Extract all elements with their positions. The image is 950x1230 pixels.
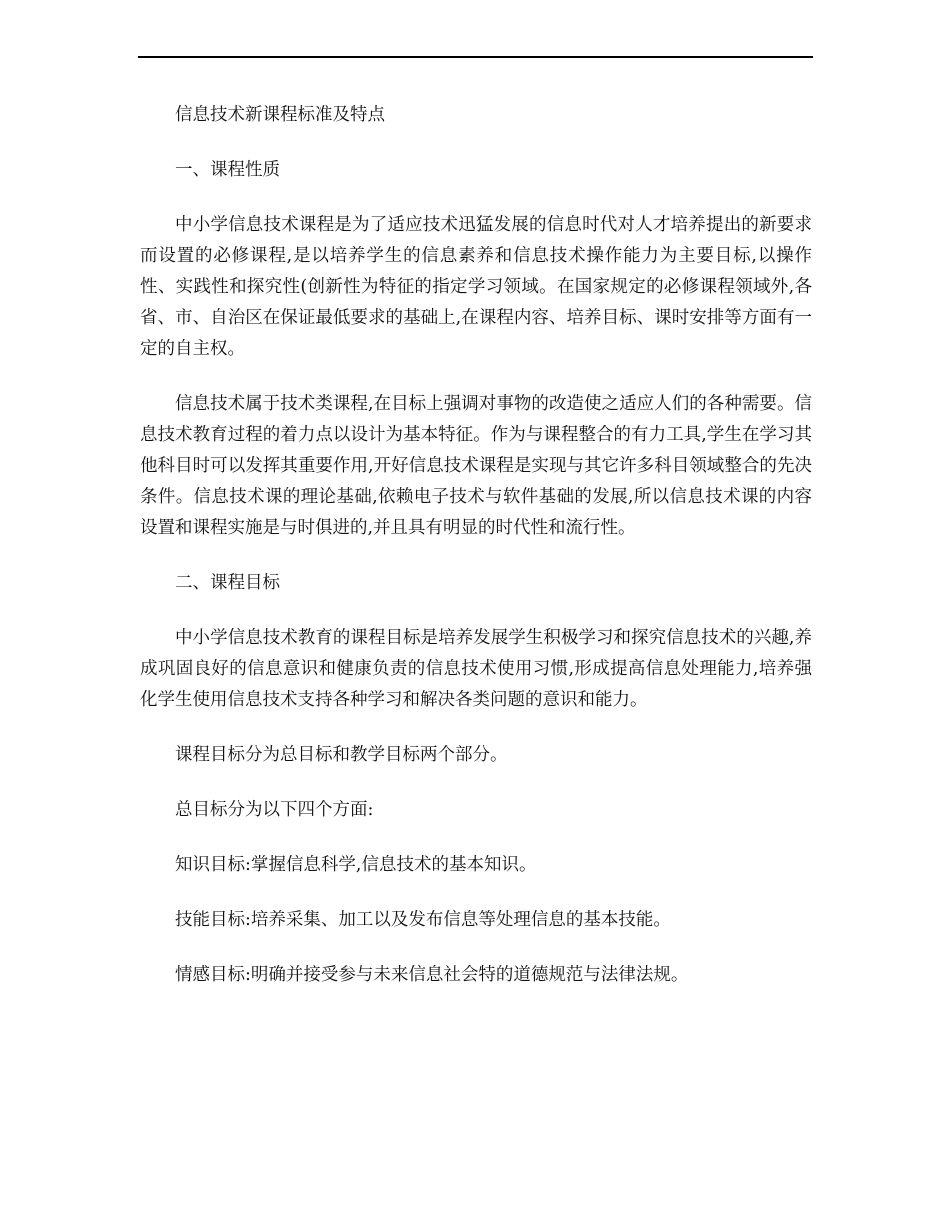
paragraph-goal-parts: 课程目标分为总目标和教学目标两个部分。	[175, 745, 508, 765]
goal-skill: 技能目标:培养采集、加工以及发布信息等处理信息的基本技能。	[175, 910, 671, 930]
goal-emotion: 情感目标:明确并接受参与未来信息社会特的道德规范与法律法规。	[175, 965, 689, 985]
paragraph-course-goals: 中小学信息技术教育的课程目标是培养发展学生积极学习和探究信息技术的兴趣,养成巩固良好的信息意识和健康负责的信息技术使用习惯,形成提高信息处理能力,培养强化学生使用信息技术支持各种学习和解决各类问题的意识和能力。	[140, 628, 812, 710]
document-body	[140, 100, 812, 991]
header-rule	[138, 56, 813, 58]
paragraph-four-aspects: 总目标分为以下四个方面:	[175, 800, 374, 820]
paragraph-technology-course: 信息技术属于技术类课程,在目标上强调对事物的改造使之适应人们的各种需要。信息技术教育过程的着力点以设计为基本特征。作为与课程整合的有力工具,学生在学习其他科目时可以发挥其重要作用,开好信息技术课程是实现与其它许多科目领域整合的先决条件。信息技术课的理论基础,依赖电子技术与软件基础的发展,所以信息技术课的内容设置和课程实施是与时俱进的,并且具有明显的时代性和流行性。	[140, 394, 812, 538]
paragraph-course-nature: 中小学信息技术课程是为了适应技术迅猛发展的信息时代对人才培养提出的新要求而设置的必修课程,是以培养学生的信息素养和信息技术操作能力为主要目标,以操作性、实践性和探究性(创新性为特征的指定学习领域。在国家规定的必修课程领域外,各省、市、自治区在保证最低要求的基础上,在课程内容、培养目标、课时安排等方面有一定的自主权。	[140, 215, 812, 359]
document-title: 信息技术新课程标准及特点	[175, 105, 385, 125]
section-heading-goals: 二、课程目标	[175, 573, 280, 593]
goal-knowledge: 知识目标:掌握信息科学,信息技术的基本知识。	[175, 855, 537, 875]
section-heading-nature: 一、课程性质	[175, 160, 280, 180]
